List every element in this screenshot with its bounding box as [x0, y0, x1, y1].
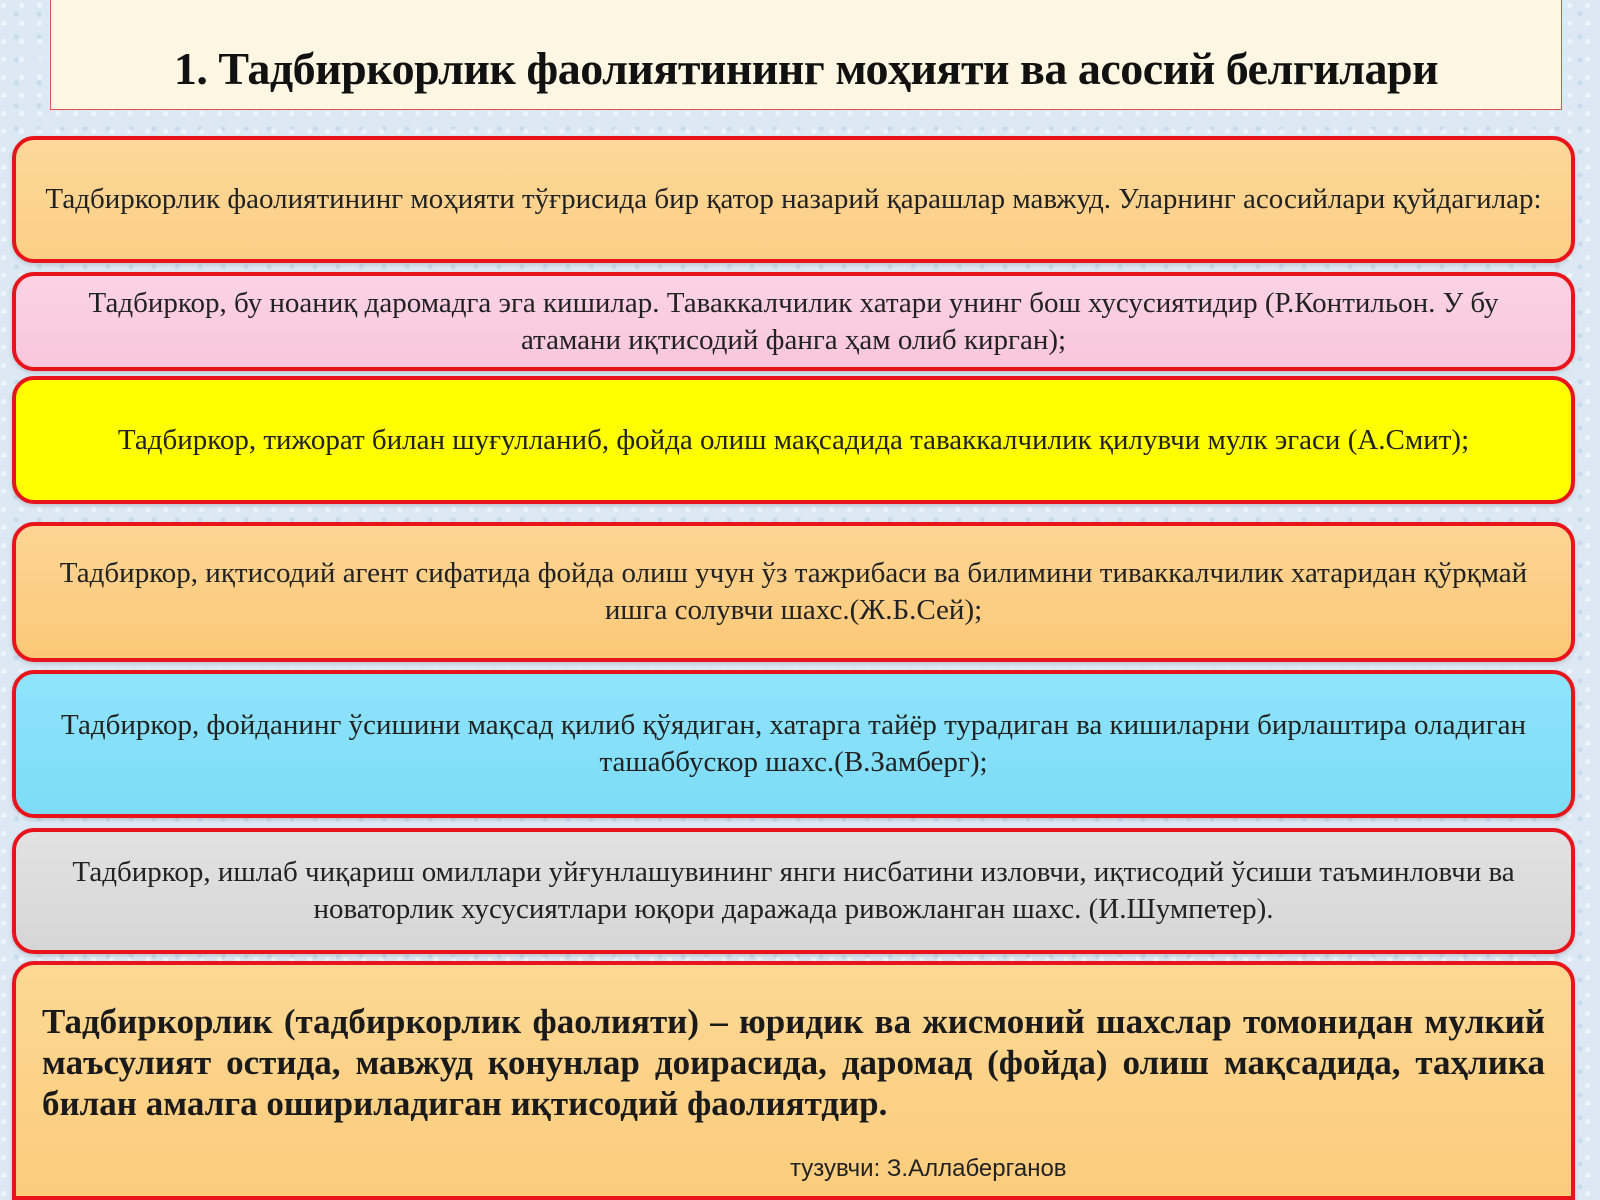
say-text: Тадбиркор, иқтисодий агент сифатида фойда олиш учун ўз тажрибаси ва билимини тиваккалчилик хатаридан қўрқмай ишга солувчи шахс.(Ж.Б.Сей);	[59, 557, 1528, 626]
cantillon-text: Тадбиркор, бу ноаниқ даромадга эга кишилар. Таваккалчилик хатари унинг бош хусусиятидир (Р.Контильон. У бу атамани иқтисодий фанга ҳам олиб кирган);	[88, 286, 1499, 356]
schumpeter-text: Тадбиркор, ишлаб чиқариш омиллари уйғунлашувининг янги нисбатини изловчи, иқтисодий ўсиши таъминловчи ва новаторлик хусусиятлари юқори даражада ривожланган шахс. (И.Шумпетер).	[72, 856, 1515, 925]
definition-text: Тадбиркорлик (тадбиркорлик фаолияти) – юридик ва жисмоний шахслар томонидан мулкий маъсулият остида, мавжуд қонунлар доирасида, даромад (фойда) олиш мақсадида, таҳлика билан амалга ошириладиган иқтисодий фаолиятдир.	[42, 1002, 1545, 1123]
author-credit: тузувчи: З.Аллаберганов	[790, 1155, 1067, 1182]
intro-card	[12, 136, 1575, 263]
title-banner	[50, 0, 1562, 110]
zamberg-card	[12, 670, 1575, 818]
cantillon-card	[12, 272, 1575, 371]
say-card	[12, 522, 1575, 662]
schumpeter-card	[12, 828, 1575, 954]
slide-title: 1. Тадбиркорлик фаолиятининг моҳияти ва асосий белгилари	[173, 43, 1439, 94]
intro-text: Тадбиркорлик фаолиятининг моҳияти тўғрисида бир қатор назарий қарашлар мавжуд. Уларнинг асосийлари қуйдагилар:	[45, 183, 1542, 215]
smith-card	[12, 376, 1575, 504]
smith-text: Тадбиркор, тижорат билан шуғулланиб, фойда олиш мақсадида таваккалчилик қилувчи мулк эгаси (А.Смит);	[117, 423, 1470, 456]
zamberg-text: Тадбиркор, фойданинг ўсишини мақсад қилиб қўядиган, хатарга тайёр турадиган ва кишиларни бирлаштира оладиган ташаббускор шахс.(В.Замберг);	[60, 709, 1527, 778]
